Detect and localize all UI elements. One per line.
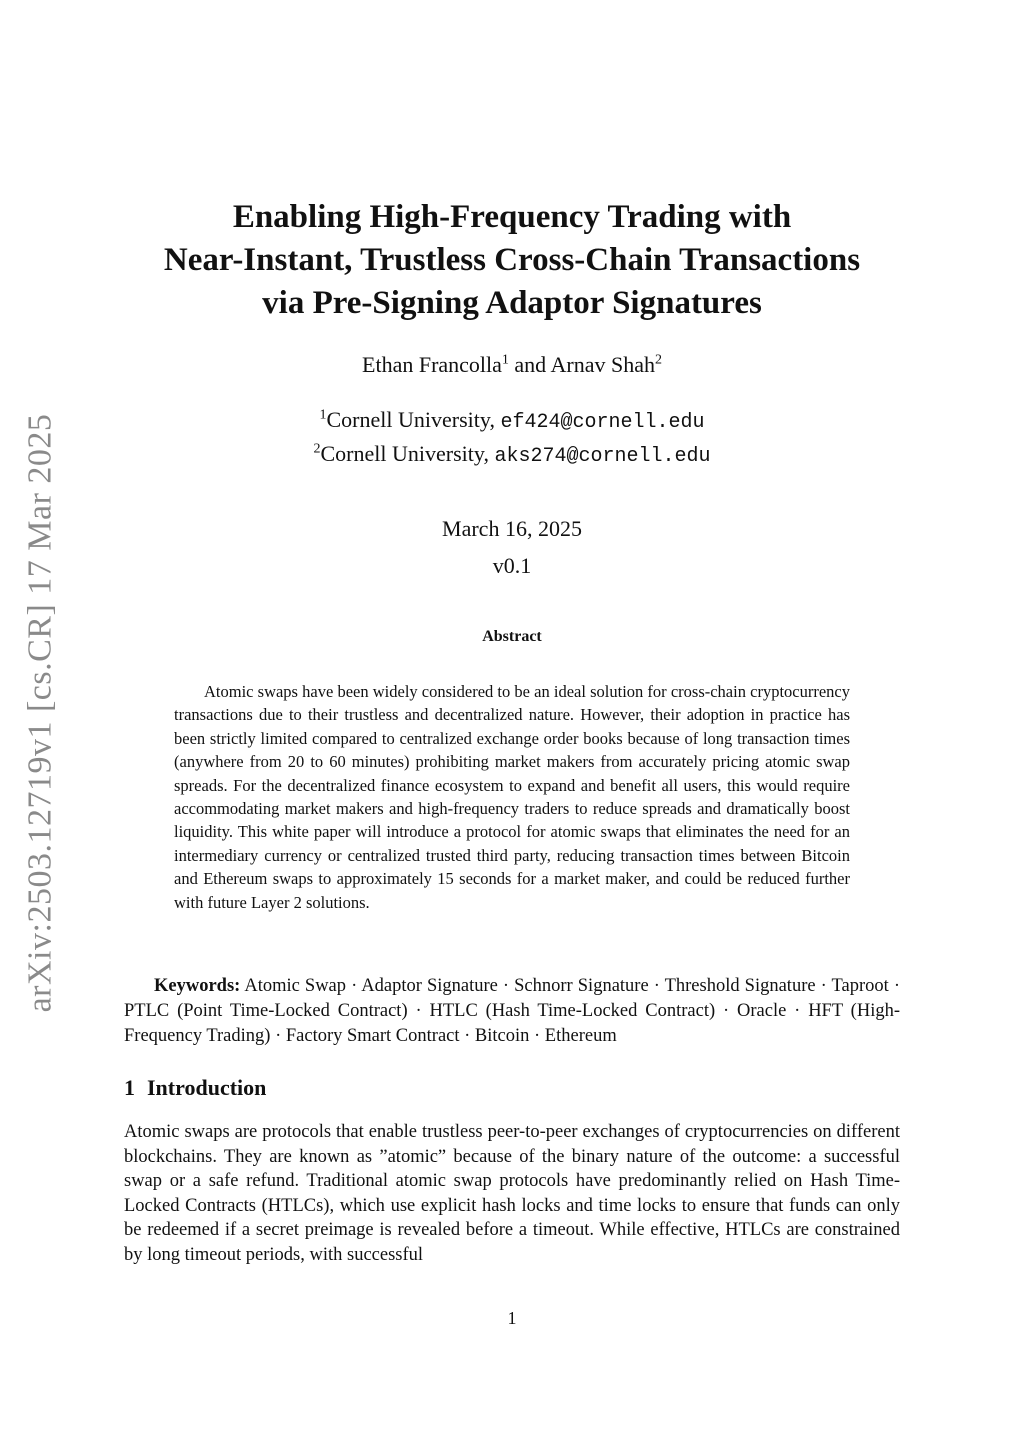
affiliation-1-institution: Cornell University,: [326, 407, 501, 432]
affiliation-2: [120, 438, 904, 472]
keywords-label: Keywords:: [154, 976, 241, 996]
affiliation-1-email: ef424@cornell.edu: [500, 411, 705, 434]
title-line-3: via Pre-Signing Adaptor Signatures: [262, 285, 762, 321]
author-1-affiliation-mark: 1: [501, 352, 509, 368]
author-name-1: Ethan Francolla: [362, 352, 502, 377]
section-heading-introduction: [124, 1075, 266, 1101]
title-line-2: Near-Instant, Trustless Cross-Chain Transactions: [163, 242, 861, 278]
affiliation-2-institution: Cornell University,: [320, 441, 495, 466]
publication-date: March 16, 2025: [442, 516, 582, 541]
section-number: 1: [124, 1075, 135, 1100]
abstract-text: Atomic swaps have been widely considered to be an ideal solution for cross-chain cryptocurrency transactions due to their trustless and decentralized nature. However, their adoption in practice has been strictly limited compared to centralized exchange order books because of long transaction times (anywhere from 20 to 60 minutes) prohibiting market makers from accurately pricing atomic swap spreads. For the decentralized finance ecosystem to expand and benefit all users, this would require accommodating market makers and high-frequency traders to reduce spreads and dramatically boost liquidity. This white paper will introduce a protocol for atomic swaps that eliminates the need for an intermediary currency or centralized trusted third party, reducing transaction times between Bitcoin and Ethereum swaps to approximately 15 seconds for a market maker, and could be reduced further with future Layer 2 solutions.: [174, 682, 850, 912]
affiliation-2-mark: 2: [313, 441, 321, 457]
author-2-affiliation-mark: 2: [654, 352, 662, 368]
keywords-list: Atomic Swap · Adaptor Signature · Schnorr Signature · Threshold Signature · Taproot · PTLC (Point Time-Locked Contract) · HTLC (Hash Time-Locked Contract) · Oracle · HFT (High-Frequency Trading) · Factory Smart Contract · Bitcoin · Ethereum: [124, 976, 905, 1046]
arxiv-identifier: arXiv:2503.12719v1 [cs.CR] 17 Mar 2025: [21, 413, 59, 1013]
abstract-heading: Abstract: [482, 628, 542, 645]
affiliations: [120, 404, 904, 472]
version-label: v0.1: [492, 553, 532, 578]
date-block: [120, 510, 904, 584]
author-name-2: Arnav Shah: [550, 352, 655, 377]
page-number: 1: [507, 1308, 517, 1328]
author-list: [120, 352, 904, 378]
affiliation-1: [120, 404, 904, 438]
arxiv-sidebar-stamp: [8, 408, 72, 1018]
keywords-paragraph: [124, 974, 905, 1049]
affiliation-1-mark: 1: [319, 407, 327, 423]
section-title: Introduction: [147, 1075, 267, 1100]
author-conjunction: and: [508, 352, 551, 377]
title-line-1: Enabling High-Frequency Trading with: [232, 199, 792, 235]
introduction-paragraph: Atomic swaps are protocols that enable trustless peer-to-peer exchanges of cryptocurrencies on different blockchains. They are known as ”atomic” because of the binary nature of the outcome: a successful swap or a safe refund. Traditional atomic swap protocols have predominantly relied on Hash Time-Locked Contracts (HTLCs), which use explicit hash locks and time locks to ensure that funds can only be redeemed if a secret preimage is revealed before a timeout. While effective, HTLCs are constrained by long timeout periods, with successful: [124, 1122, 900, 1265]
paper-title: [120, 196, 904, 325]
affiliation-2-email: aks274@cornell.edu: [494, 445, 711, 468]
